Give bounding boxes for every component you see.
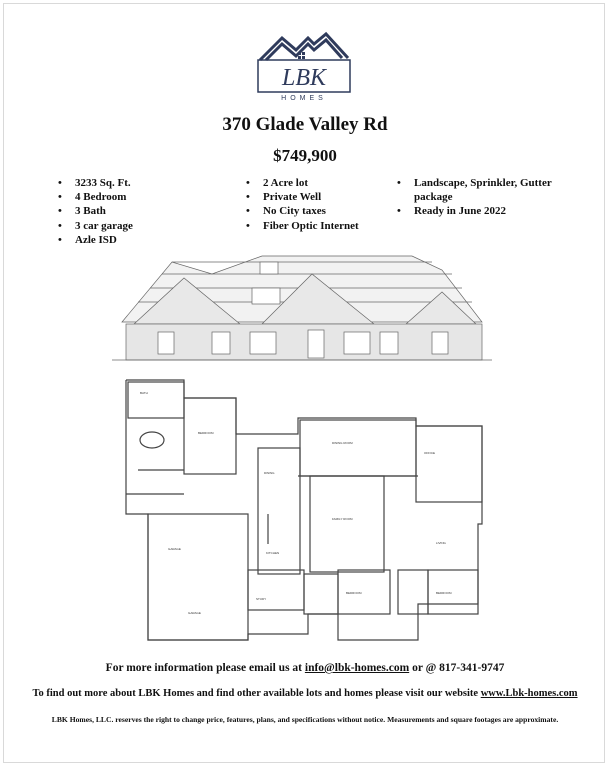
svg-text:BEDROOM: BEDROOM xyxy=(346,591,362,595)
contact-middle: or @ xyxy=(409,662,440,674)
svg-text:STUDY: STUDY xyxy=(256,597,267,601)
feature-item: • No City taxes xyxy=(246,204,396,218)
logo-subtext: HOMES xyxy=(281,95,327,102)
feature-item: • Landscape, Sprinkler, Gutter package xyxy=(397,176,567,204)
contact-line xyxy=(0,662,610,674)
svg-text:DINING ROOM: DINING ROOM xyxy=(332,441,353,445)
svg-text:OFFICE: OFFICE xyxy=(424,451,435,455)
svg-text:GARAGE: GARAGE xyxy=(168,547,181,551)
floor-plan-drawing xyxy=(118,374,490,652)
feature-item: • 3 Bath xyxy=(58,204,208,218)
feature-item: • 2 Acre lot xyxy=(246,176,396,190)
feature-item: • Azle ISD xyxy=(58,233,208,247)
features-column-2 xyxy=(246,176,396,233)
front-elevation-drawing xyxy=(112,252,492,370)
lbk-homes-logo xyxy=(252,30,356,102)
website-line xyxy=(0,688,610,699)
svg-text:GARAGE: GARAGE xyxy=(188,611,201,615)
website-link[interactable]: www.Lbk-homes.com xyxy=(480,688,578,699)
feature-item: • Ready in June 2022 xyxy=(397,204,567,218)
property-price: $749,900 xyxy=(273,146,337,165)
email-link[interactable]: info@lbk-homes.com xyxy=(304,662,410,674)
svg-text:BEDROOM: BEDROOM xyxy=(198,431,214,435)
svg-text:DINING: DINING xyxy=(264,471,275,475)
svg-text:BATH: BATH xyxy=(140,391,148,395)
feature-item: • 3 car garage xyxy=(58,219,208,233)
contact-prefix: For more information please email us at xyxy=(105,662,305,674)
feature-item: • Private Well xyxy=(246,190,396,204)
website-prefix: To find out more about LBK Homes and find other available lots and homes please visit our website xyxy=(32,688,481,699)
feature-item: • 4 Bedroom xyxy=(58,190,208,204)
phone-number[interactable]: 817-341-9747 xyxy=(439,662,505,674)
property-address: 370 Glade Valley Rd xyxy=(222,114,388,135)
svg-text:LIVING: LIVING xyxy=(436,541,446,545)
disclaimer: LBK Homes, LLC. reserves the right to change price, features, plans, and specifications without notice. Measurements and square footages are approximate. xyxy=(51,715,559,724)
features-column-3 xyxy=(397,176,567,219)
feature-item: • Fiber Optic Internet xyxy=(246,219,396,233)
svg-text:KITCHEN: KITCHEN xyxy=(266,551,280,555)
svg-text:BEDROOM: BEDROOM xyxy=(436,591,452,595)
features-column-1 xyxy=(58,176,208,247)
feature-item: • 3233 Sq. Ft. xyxy=(58,176,208,190)
svg-text:FAMILY ROOM: FAMILY ROOM xyxy=(332,517,353,521)
logo-text: LBK xyxy=(281,65,327,91)
